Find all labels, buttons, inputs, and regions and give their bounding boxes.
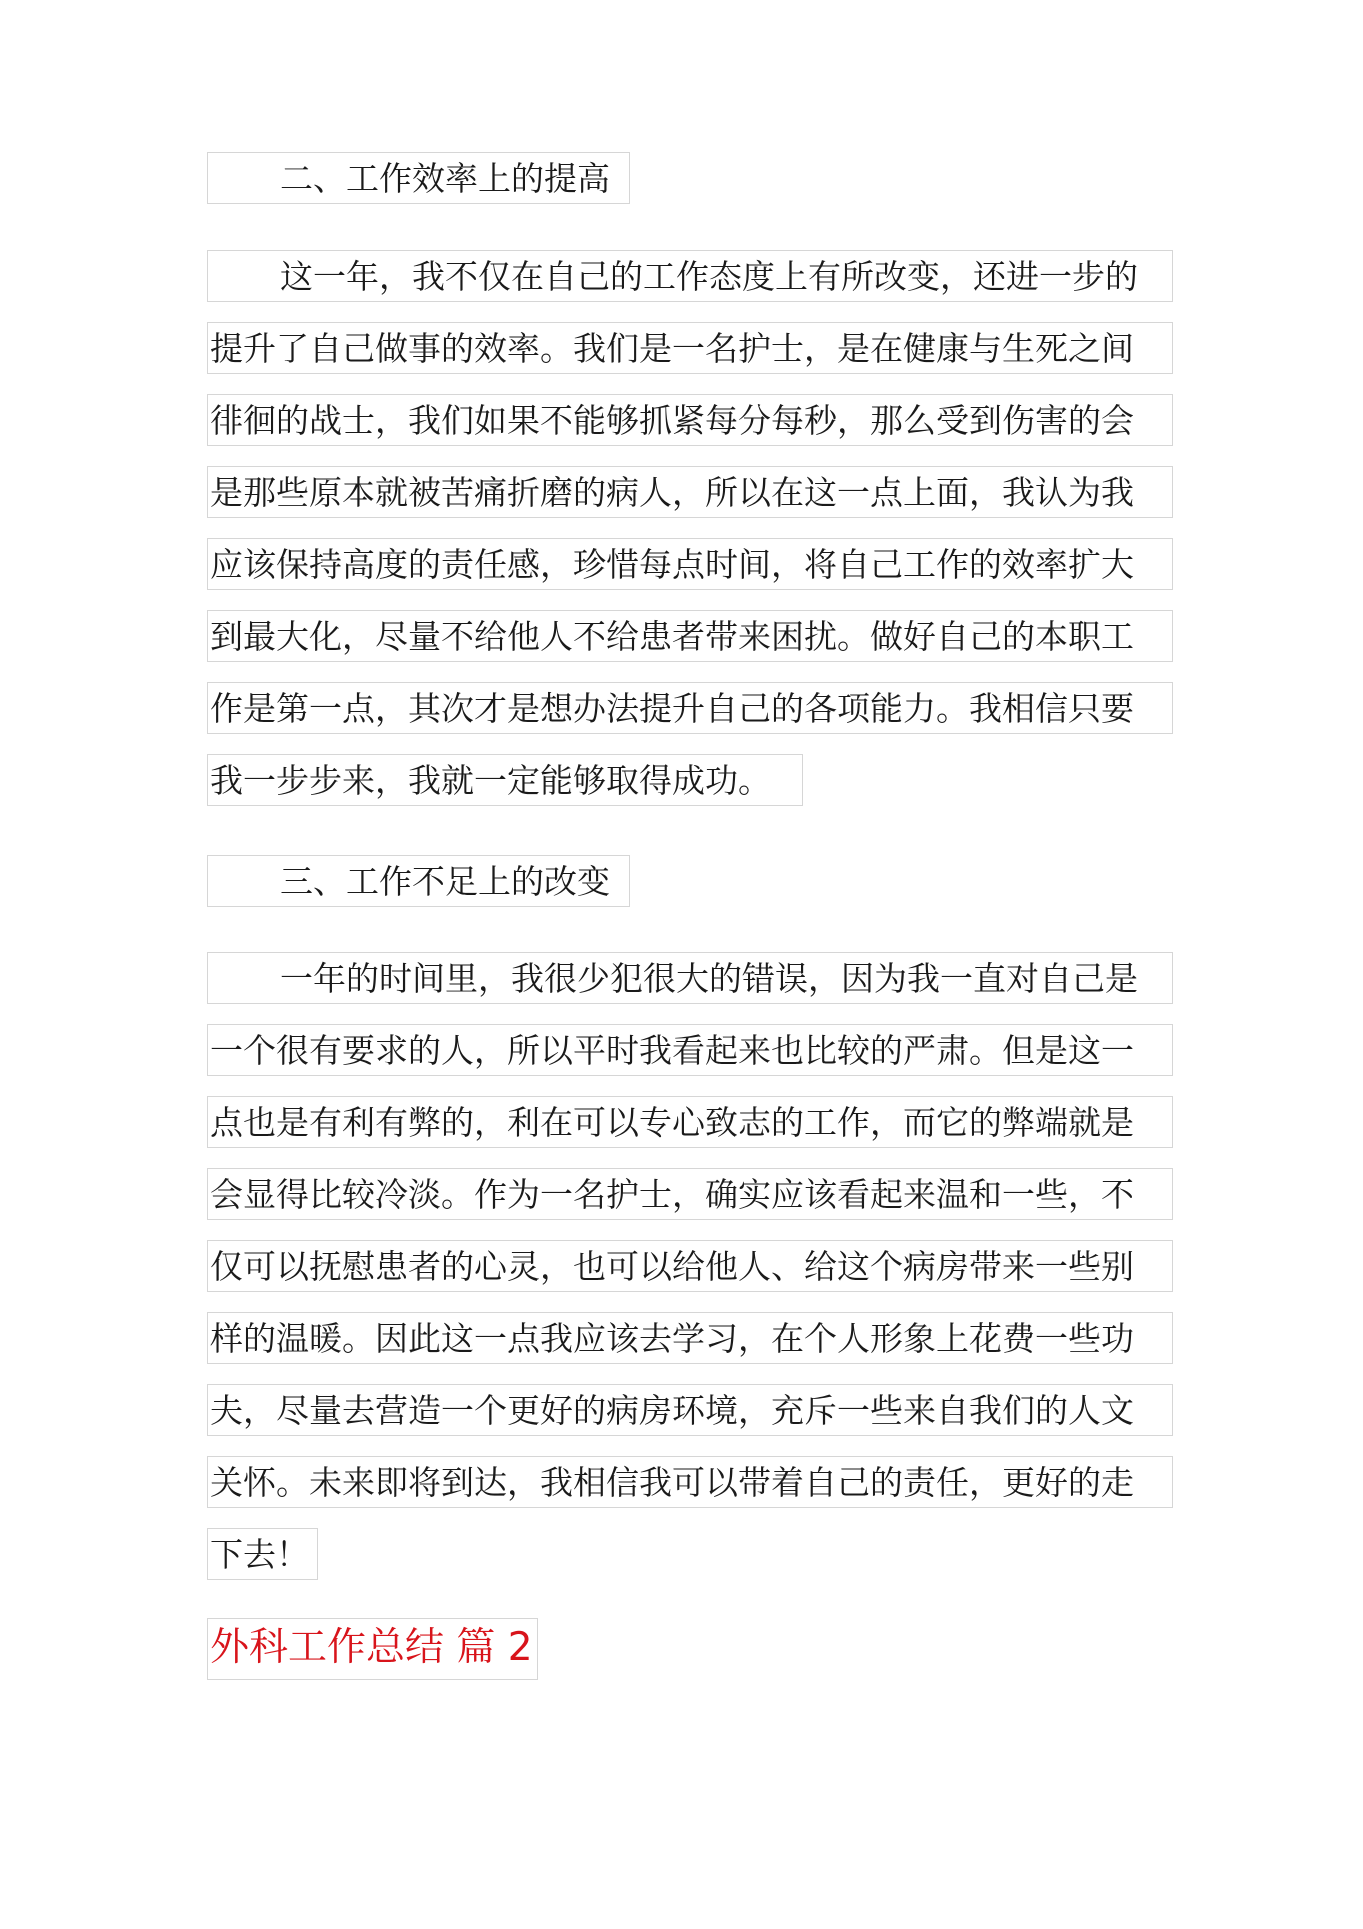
paragraph-line: 样的温暖。因此这一点我应该去学习，在个人形象上花费一些功 bbox=[207, 1312, 1173, 1364]
section-heading: 二、工作效率上的提高 bbox=[207, 152, 630, 204]
article-title: 外科工作总结 篇 2 bbox=[207, 1618, 538, 1680]
paragraph-line: 关怀。未来即将到达，我相信我可以带着自己的责任，更好的走 bbox=[207, 1456, 1173, 1508]
paragraph-line: 下去！ bbox=[207, 1528, 318, 1580]
paragraph-line: 到最大化，尽量不给他人不给患者带来困扰。做好自己的本职工 bbox=[207, 610, 1173, 662]
paragraph-line: 徘徊的战士，我们如果不能够抓紧每分每秒，那么受到伤害的会 bbox=[207, 394, 1173, 446]
paragraph-line: 提升了自己做事的效率。我们是一名护士，是在健康与生死之间 bbox=[207, 322, 1173, 374]
paragraph-line: 这一年，我不仅在自己的工作态度上有所改变，还进一步的 bbox=[207, 250, 1173, 302]
paragraph-line: 仅可以抚慰患者的心灵，也可以给他人、给这个病房带来一些别 bbox=[207, 1240, 1173, 1292]
paragraph-line: 夫，尽量去营造一个更好的病房环境，充斥一些来自我们的人文 bbox=[207, 1384, 1173, 1436]
paragraph-line: 我一步步来，我就一定能够取得成功。 bbox=[207, 754, 803, 806]
paragraph-line: 会显得比较冷淡。作为一名护士，确实应该看起来温和一些，不 bbox=[207, 1168, 1173, 1220]
paragraph-line: 作是第一点，其次才是想办法提升自己的各项能力。我相信只要 bbox=[207, 682, 1173, 734]
section-heading: 三、工作不足上的改变 bbox=[207, 855, 630, 907]
paragraph-line: 一个很有要求的人，所以平时我看起来也比较的严肃。但是这一 bbox=[207, 1024, 1173, 1076]
paragraph-line: 一年的时间里，我很少犯很大的错误，因为我一直对自己是 bbox=[207, 952, 1173, 1004]
paragraph-line: 是那些原本就被苦痛折磨的病人，所以在这一点上面，我认为我 bbox=[207, 466, 1173, 518]
paragraph-line: 应该保持高度的责任感，珍惜每点时间，将自己工作的效率扩大 bbox=[207, 538, 1173, 590]
paragraph-line: 点也是有利有弊的，利在可以专心致志的工作，而它的弊端就是 bbox=[207, 1096, 1173, 1148]
